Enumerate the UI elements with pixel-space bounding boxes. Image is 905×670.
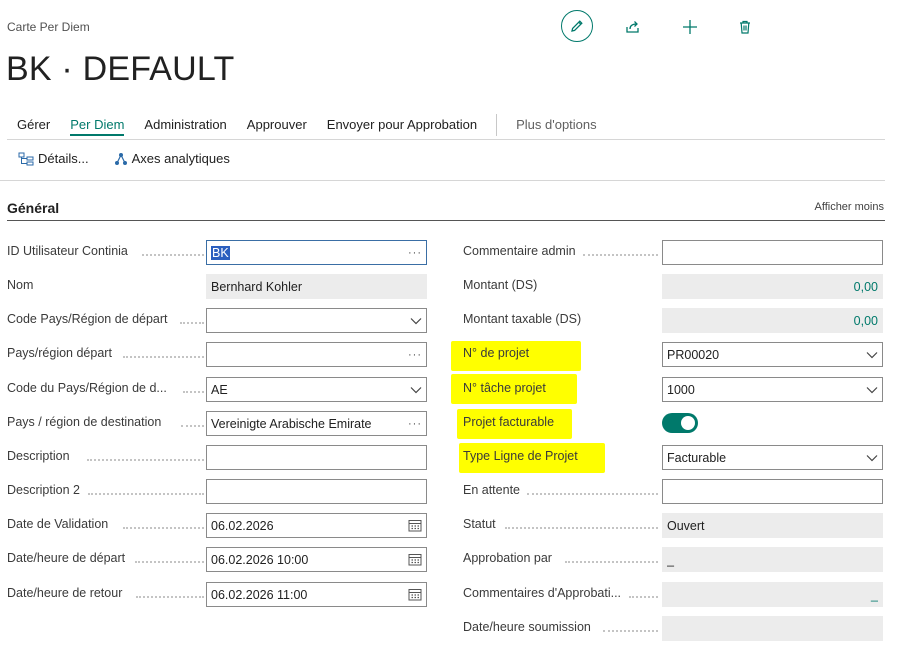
- tab-approve[interactable]: Approuver: [246, 117, 307, 132]
- divider: [0, 180, 885, 181]
- project-line-type-select[interactable]: Facturable: [662, 445, 883, 470]
- approval-by-value: _: [662, 547, 883, 572]
- field-name: Nom Bernhard Kohler: [7, 274, 427, 299]
- status-value: Ouvert: [662, 513, 883, 538]
- more-options-button[interactable]: Plus d'options: [516, 117, 597, 132]
- field-project-no: N° de projet PR00020: [463, 342, 883, 367]
- tab-divider: [496, 114, 497, 136]
- field-description-2: Description 2: [7, 479, 427, 504]
- lookup-ellipsis-icon[interactable]: ···: [408, 417, 422, 430]
- edit-button[interactable]: [561, 10, 593, 42]
- destination-country-input[interactable]: Vereinigte Arabische Emirate ···: [206, 411, 427, 436]
- field-departure-country: Pays/région départ ···: [7, 342, 427, 367]
- submission-datetime-value: [662, 616, 883, 641]
- field-return-datetime: Date/heure de retour 06.02.2026 11:00: [7, 582, 427, 607]
- calendar-icon[interactable]: [408, 553, 422, 566]
- header-actions: [561, 10, 761, 44]
- name-value: Bernhard Kohler: [206, 274, 427, 299]
- field-submission-datetime: Date/heure soumission: [463, 616, 883, 641]
- chevron-down-icon: [866, 454, 878, 462]
- share-icon: [625, 19, 641, 35]
- field-departure-datetime: Date/heure de départ 06.02.2026 10:00: [7, 547, 427, 572]
- section-divider: [7, 220, 885, 221]
- details-icon: [18, 152, 34, 166]
- field-status: Statut Ouvert: [463, 513, 883, 538]
- departure-datetime-input[interactable]: 06.02.2026 10:00: [206, 547, 427, 572]
- section-title: Général: [7, 200, 60, 216]
- delete-button[interactable]: [735, 17, 755, 37]
- field-destination-country: Pays / région de destination Vereinigte Arabische Emirate ···: [7, 411, 427, 436]
- field-taxable-amount: Montant taxable (DS) 0,00: [463, 308, 883, 333]
- user-id-input[interactable]: BK ···: [206, 240, 427, 265]
- taxable-amount-value: 0,00: [662, 308, 883, 333]
- edit-icon: [569, 18, 585, 34]
- chevron-down-icon: [866, 386, 878, 394]
- show-less-link[interactable]: Afficher moins: [814, 201, 884, 213]
- details-label: Détails...: [38, 151, 89, 166]
- field-destination-country-code: Code du Pays/Région de d... AE: [7, 377, 427, 402]
- on-hold-input[interactable]: [662, 479, 883, 504]
- chevron-down-icon: [866, 351, 878, 359]
- posting-date-input[interactable]: 06.02.2026: [206, 513, 427, 538]
- page-title: BK · DEFAULT: [6, 50, 235, 88]
- tab-send-approval[interactable]: Envoyer pour Approbation: [326, 117, 478, 132]
- lookup-ellipsis-icon[interactable]: ···: [408, 246, 422, 259]
- destination-country-code-select[interactable]: AE: [206, 377, 427, 402]
- project-billable-toggle[interactable]: [662, 413, 698, 433]
- tab-administration[interactable]: Administration: [144, 117, 227, 132]
- chevron-down-icon: [410, 386, 422, 394]
- field-approval-comments: Commentaires d'Approbati... _: [463, 582, 883, 607]
- field-departure-country-code: Code Pays/Région de départ: [7, 308, 427, 333]
- field-admin-comment: Commentaire admin: [463, 240, 883, 265]
- chevron-down-icon: [410, 317, 422, 325]
- details-button[interactable]: [18, 151, 89, 166]
- dimensions-label: Axes analytiques: [131, 151, 230, 166]
- divider: [7, 139, 885, 140]
- dimensions-button[interactable]: [114, 151, 230, 166]
- tab-bar: [7, 114, 607, 136]
- field-posting-date: Date de Validation 06.02.2026: [7, 513, 427, 538]
- field-amount: Montant (DS) 0,00: [463, 274, 883, 299]
- plus-icon: [682, 19, 698, 35]
- admin-comment-input[interactable]: [662, 240, 883, 265]
- field-project-task-no: N° tâche projet 1000: [463, 377, 883, 402]
- description-input[interactable]: [206, 445, 427, 470]
- departure-country-input[interactable]: [206, 342, 427, 367]
- return-datetime-input[interactable]: 06.02.2026 11:00: [206, 582, 427, 607]
- tab-per-diem[interactable]: Per Diem: [60, 115, 134, 135]
- new-button[interactable]: [680, 17, 700, 37]
- project-no-select[interactable]: PR00020: [662, 342, 883, 367]
- action-bar: [18, 151, 255, 166]
- dimensions-icon: [114, 152, 128, 166]
- departure-country-code-select[interactable]: [206, 308, 427, 333]
- project-task-no-select[interactable]: 1000: [662, 377, 883, 402]
- field-description: Description: [7, 445, 427, 470]
- tab-manage[interactable]: Gérer: [17, 117, 51, 132]
- calendar-icon[interactable]: [408, 588, 422, 601]
- trash-icon: [737, 19, 753, 35]
- description-2-input[interactable]: [206, 479, 427, 504]
- approval-comments-value: _: [662, 582, 883, 607]
- share-button[interactable]: [623, 17, 643, 37]
- field-project-billable: Projet facturable: [463, 411, 883, 436]
- field-project-line-type: Type Ligne de Projet Facturable: [463, 445, 883, 470]
- amount-value: 0,00: [662, 274, 883, 299]
- field-approval-by: Approbation par _: [463, 547, 883, 572]
- calendar-icon[interactable]: [408, 519, 422, 532]
- lookup-ellipsis-icon[interactable]: ···: [408, 348, 422, 361]
- page-kicker: Carte Per Diem: [7, 20, 90, 34]
- field-on-hold: En attente: [463, 479, 883, 504]
- field-user-id: ID Utilisateur Continia BK ···: [7, 240, 427, 265]
